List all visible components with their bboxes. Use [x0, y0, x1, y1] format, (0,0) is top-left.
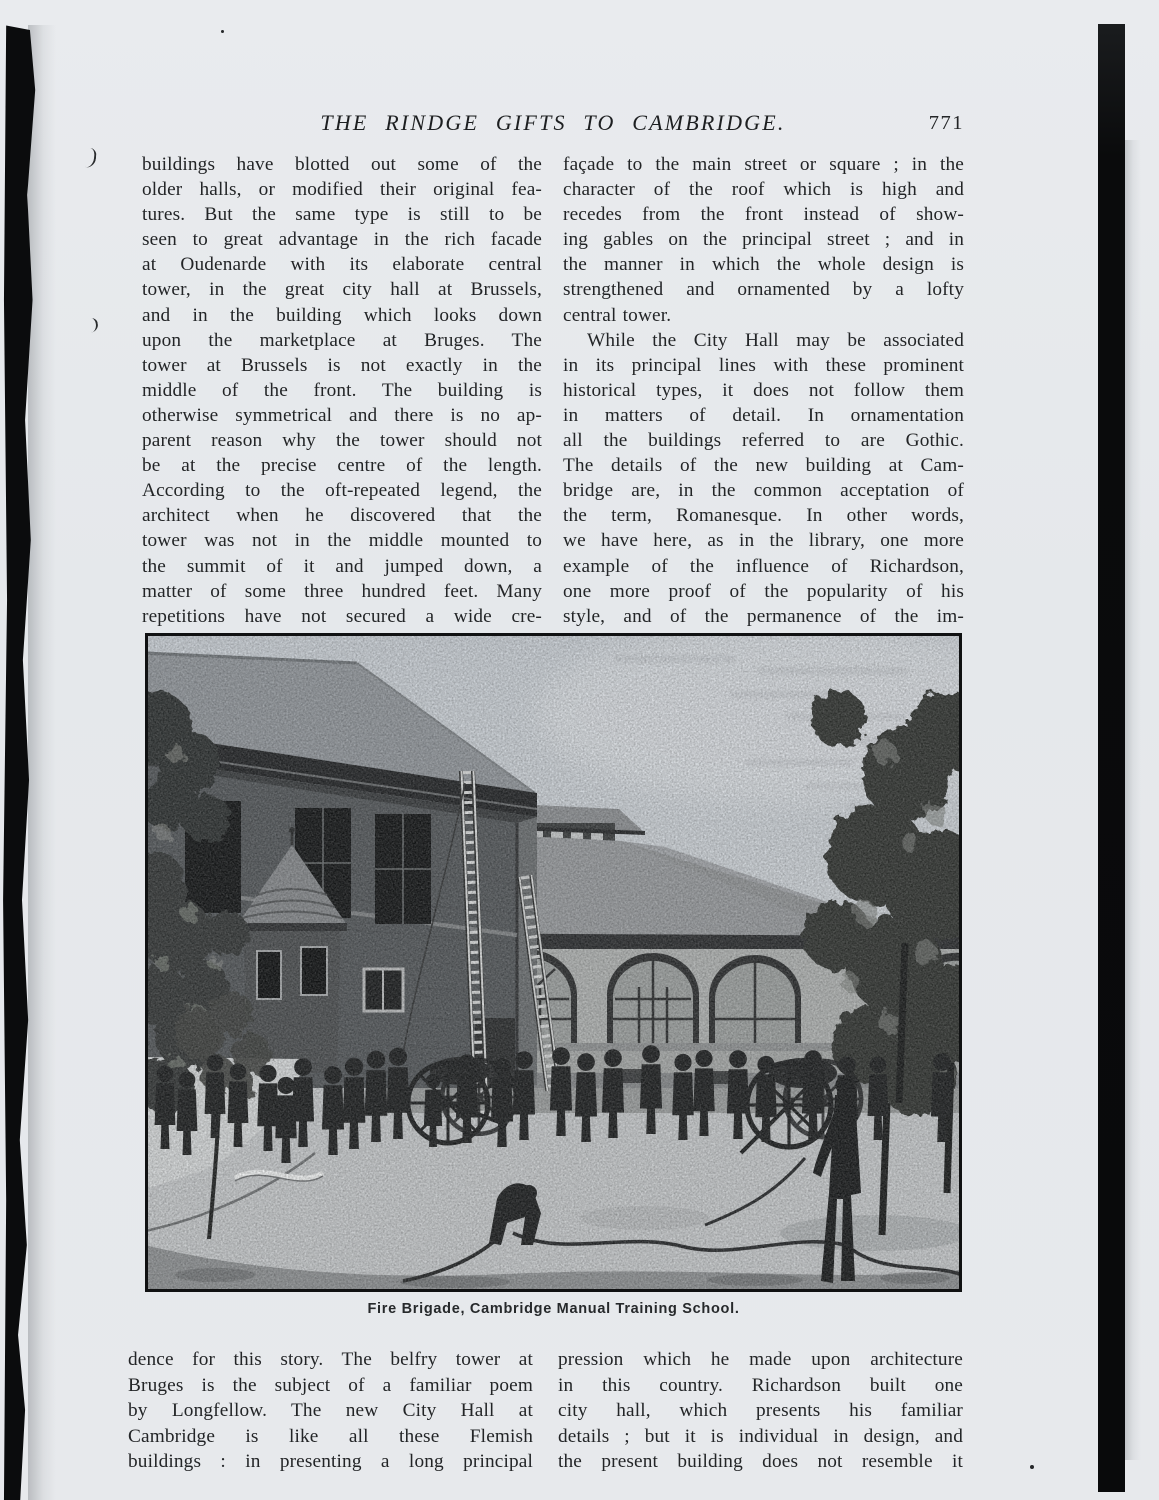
- text-line: The details of the new building at Cam-: [563, 455, 964, 477]
- text-line: strengthened and ornamented by a lofty: [563, 279, 964, 301]
- page-number: 771: [928, 112, 964, 134]
- text-line: buildings : in presenting a long principal: [128, 1451, 533, 1473]
- text-line: tower at Brussels is not exactly in the: [142, 354, 542, 376]
- photo-fire-brigade: [145, 633, 962, 1292]
- text-line: the term, Romanesque. In other words,: [563, 505, 964, 527]
- text-line: we have here, as in the library, one more: [563, 530, 964, 552]
- scan-smudge-left: [28, 25, 56, 1500]
- text-line: all the buildings referred to are Gothic.: [563, 430, 964, 452]
- text-line: tower was not in the middle mounted to: [142, 530, 542, 552]
- text-line: repetitions have not secured a wide cre-: [142, 605, 542, 627]
- text-line: According to the oft-repeated legend, the: [142, 480, 542, 502]
- column-bottom-right: [558, 1347, 963, 1475]
- text-line: While the City Hall may be associated: [587, 329, 964, 351]
- text-line: architect when he discovered that the: [142, 505, 542, 527]
- text-line: recedes from the front instead of show-: [563, 204, 964, 226]
- column-top-left: [142, 152, 542, 629]
- text-line: by Longfellow. The new City Hall at: [128, 1400, 533, 1422]
- text-line: seen to great advantage in the rich facade: [142, 229, 542, 251]
- scan-mark: [89, 317, 99, 332]
- text-line: Cambridge is like all these Flemish: [128, 1425, 533, 1447]
- text-line: matter of some three hundred feet. Many: [142, 580, 542, 602]
- text-line: older halls, or modified their original fea-: [142, 179, 542, 201]
- scan-smudge-right: [1125, 140, 1141, 1460]
- text-line: at Oudenarde with its elaborate central: [142, 254, 542, 276]
- text-line: character of the roof which is high and: [563, 179, 964, 201]
- scan-speck: [1030, 1465, 1034, 1469]
- text-line: parent reason why the tower should not: [142, 430, 542, 452]
- text-line: style, and of the permanence of the im-: [563, 605, 964, 627]
- text-line: historical types, it does not follow them: [563, 379, 964, 401]
- text-line: in its principal lines with these prominent: [563, 354, 964, 376]
- column-top-right: [563, 152, 964, 629]
- scan-mark: [85, 148, 97, 169]
- column-bottom-left: [128, 1347, 533, 1475]
- text-line: pression which he made upon architecture: [558, 1349, 963, 1370]
- text-line: the summit of it and jumped down, a: [142, 555, 542, 577]
- text-line: details ; but it is individual in design, and: [558, 1425, 963, 1447]
- text-line: in this country. Richardson built one: [558, 1374, 963, 1396]
- text-line: ing gables on the principal street ; and in: [563, 229, 964, 251]
- text-line: one more proof of the popularity of his: [563, 580, 964, 602]
- text-line: upon the marketplace at Bruges. The: [142, 329, 542, 351]
- text-line: central tower.: [563, 304, 672, 326]
- text-line: the manner in which the whole design is: [563, 254, 964, 276]
- scan-artifact-right-bar: [1098, 24, 1125, 1492]
- text-line: façade to the main street or square ; in the: [563, 154, 964, 175]
- text-line: otherwise symmetrical and there is no ap-: [142, 404, 542, 426]
- text-line: and in the building which looks down: [142, 304, 542, 326]
- text-line: the present building does not resemble it: [558, 1451, 963, 1473]
- text-line: buildings have blotted out some of the: [142, 154, 542, 175]
- text-line: middle of the front. The building is: [142, 379, 542, 401]
- scan-speck: [221, 30, 224, 33]
- text-line: be at the precise centre of the length.: [142, 455, 542, 477]
- text-line: tower, in the great city hall at Brussels,: [142, 279, 542, 301]
- photo-illustration: [145, 633, 962, 1292]
- text-line: dence for this story. The belfry tower at: [128, 1349, 533, 1370]
- text-line: example of the influence of Richardson,: [563, 555, 964, 577]
- photo-caption: Fire Brigade, Cambridge Manual Training School.: [367, 1301, 740, 1317]
- text-line: tures. But the same type is still to be: [142, 204, 542, 226]
- photo-grain-light: [145, 633, 962, 1292]
- text-line: Bruges is the subject of a familiar poem: [128, 1374, 533, 1396]
- text-line: bridge are, in the common acceptation of: [563, 480, 964, 502]
- text-line: city hall, which presents his familiar: [558, 1400, 963, 1422]
- page-title: THE RINDGE GIFTS TO CAMBRIDGE.: [320, 110, 786, 135]
- text-line: in matters of detail. In ornamentation: [563, 404, 964, 426]
